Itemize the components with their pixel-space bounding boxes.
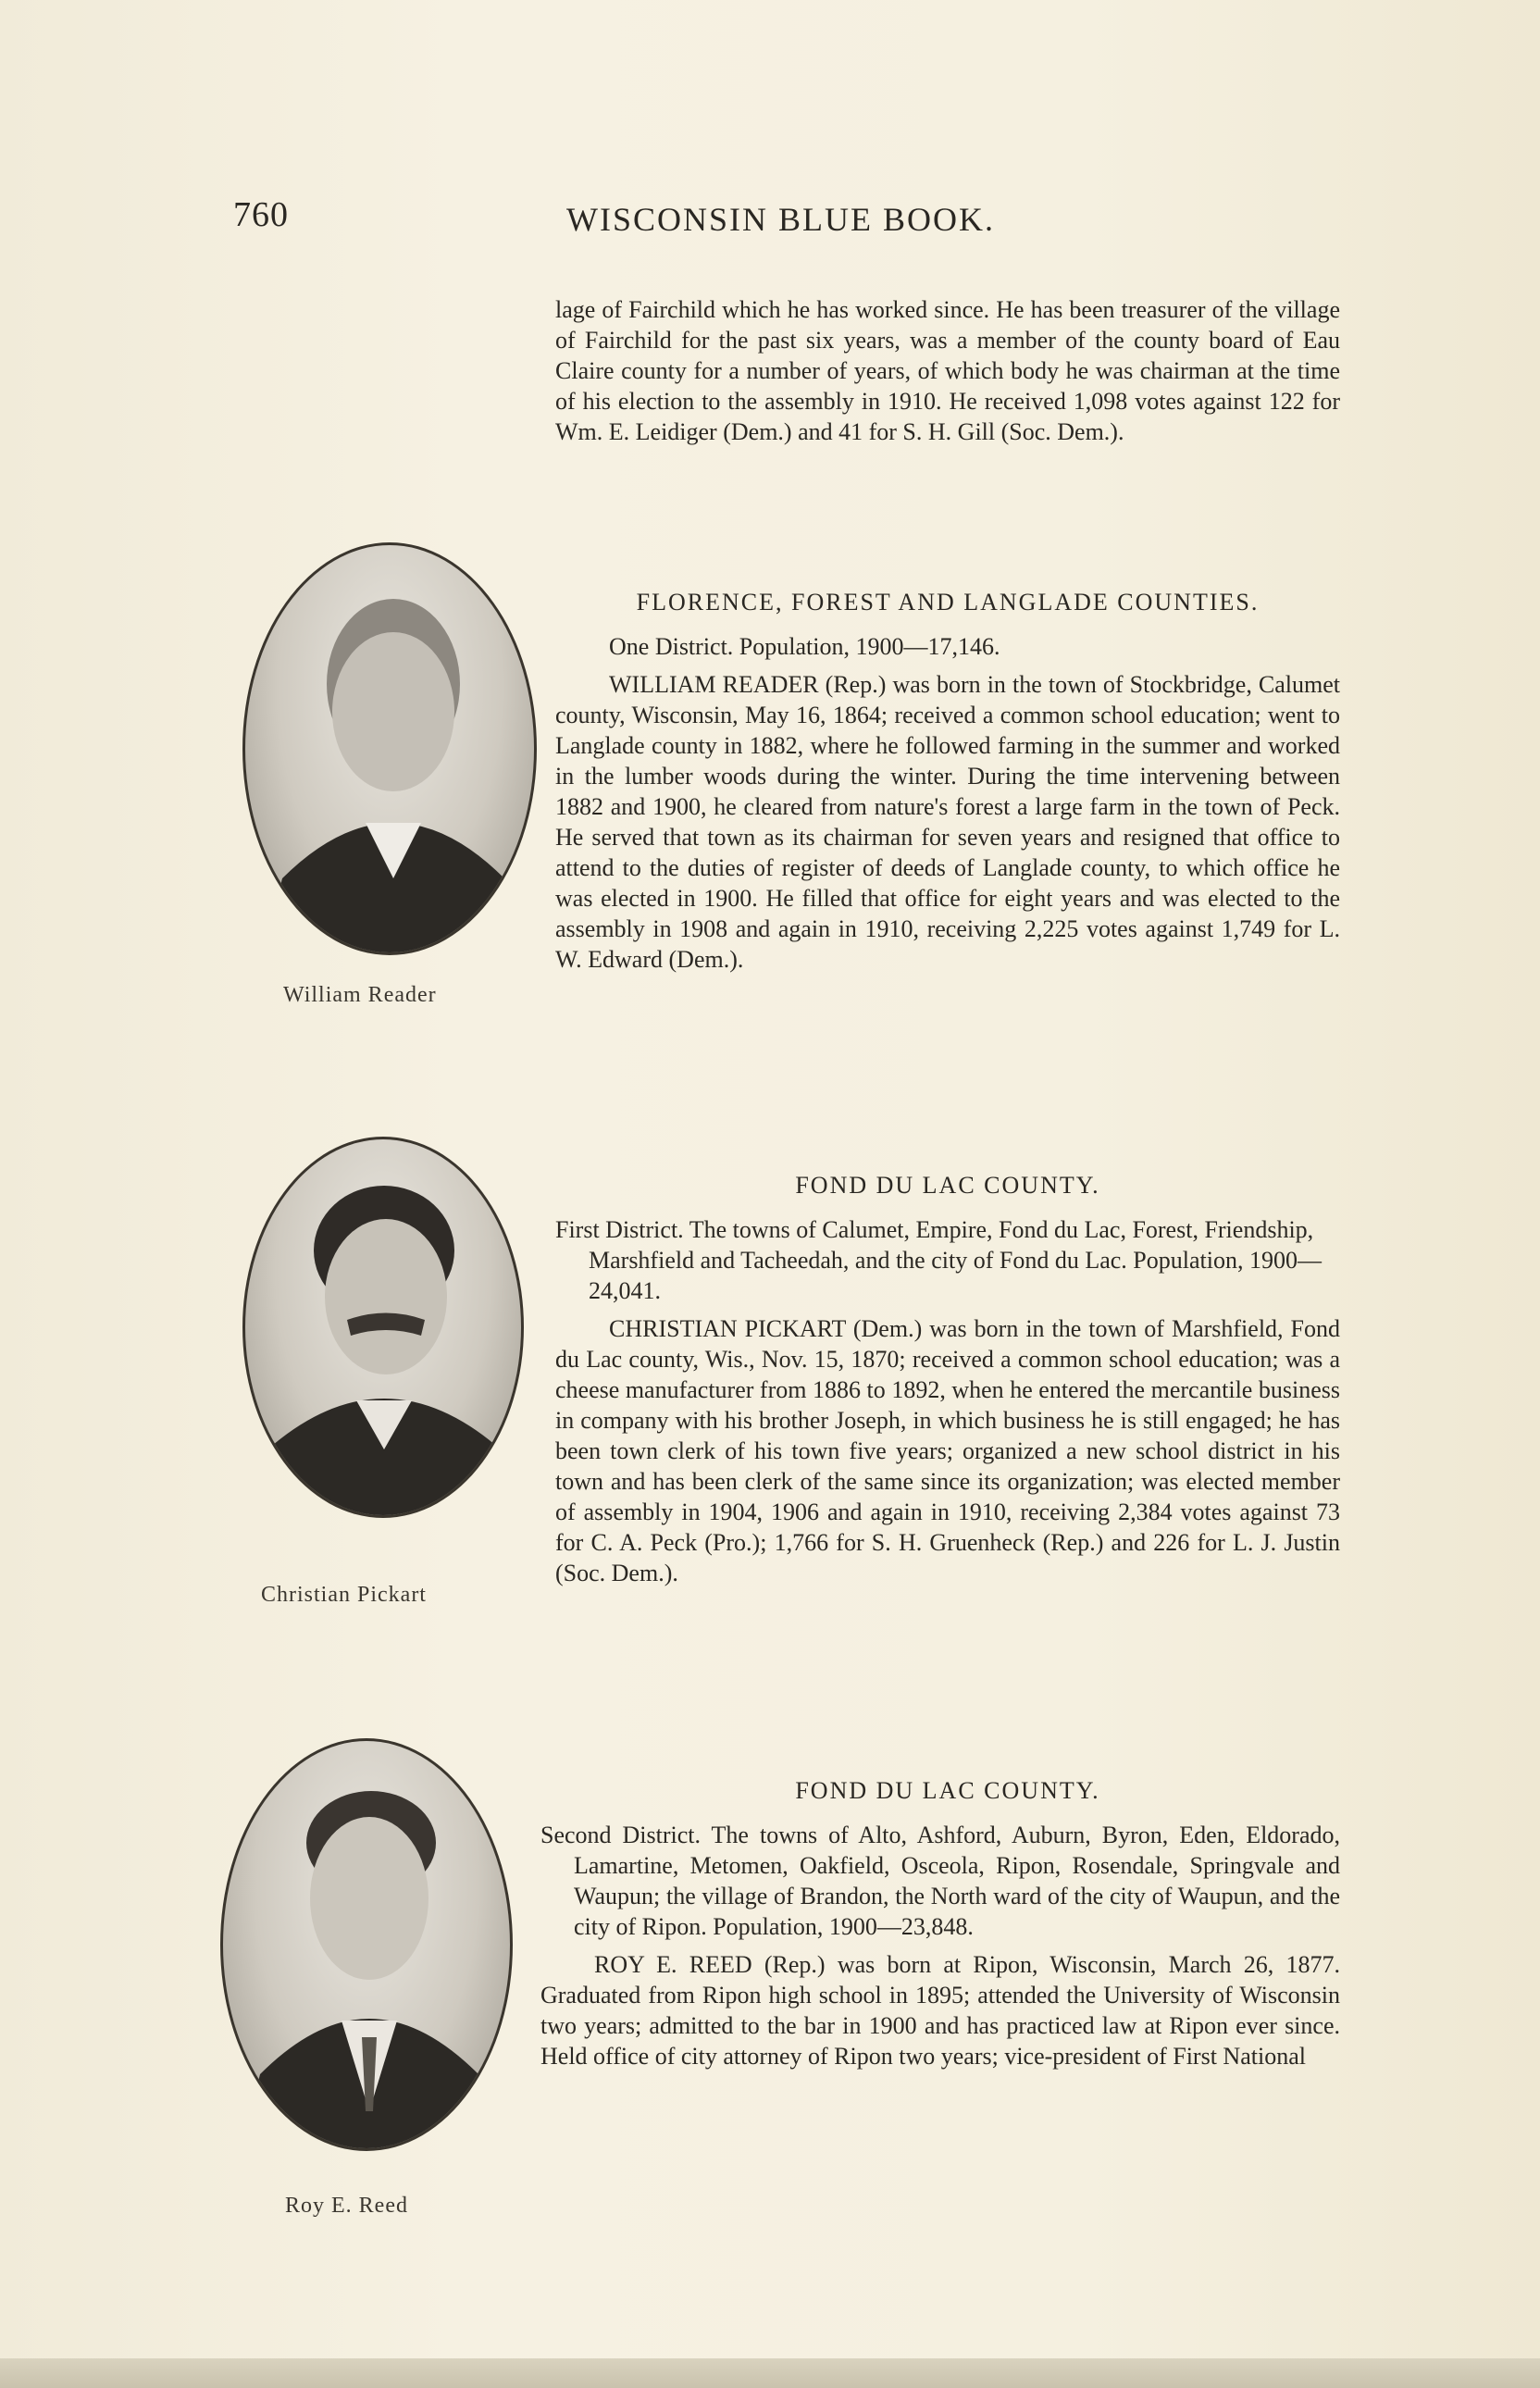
continuation-text: lage of Fairchild which he has worked since. He has been treasurer of the village of Fairchild for the past six years, was a member of the county board of Eau Claire county for a number of years, of which body he was chairman at the time of his election to the assembly in 1910. He received 1,098 votes against 122 for Wm. E. Leidiger (Dem.) and 41 for S. H. Gill (Soc. Dem.). bbox=[555, 296, 1340, 445]
section-body bbox=[540, 1820, 1340, 2071]
biography: WILLIAM READER (Rep.) was born in the town of Stockbridge, Calumet county, Wisconsin, May 16, 1864; received a common school education; went to Langlade county in 1882, where he followed farming in the summer and worked in the lumber woods during the winter. During the time intervening between 1882 and 1900, he cleared from nature's forest a large farm in the town of Peck. He served that town as its chairman for seven years and resigned that office to attend to the duties of register of deeds of Langlade county, to which office he was elected in 1900. He filled that office for eight years and was elected to the assembly in 1908 and again in 1910, receiving 2,225 votes against 1,749 for L. W. Edward (Dem.). bbox=[555, 671, 1340, 973]
section-body bbox=[555, 631, 1340, 975]
district-description: First District. The towns of Calumet, Empire, Fond du Lac, Forest, Friendship, Marshfield and Tacheedah, and the city of Fond du Lac. Population, 1900—24,041. bbox=[555, 1216, 1322, 1304]
section-heading: FOND DU LAC COUNTY. bbox=[795, 1777, 1100, 1804]
portrait-william-reader bbox=[242, 542, 537, 955]
portrait-photo bbox=[245, 1139, 521, 1515]
portrait-christian-pickart bbox=[242, 1137, 524, 1518]
district-description: Second District. The towns of Alto, Ashford, Auburn, Byron, Eden, Eldorado, Lamartine, Metomen, Oakfield, Osceola, Ripon, Rosendale, Springvale and Waupun; the village of Brandon, the North ward of the city of Waupun, and the city of Ripon. Population, 1900—23,848. bbox=[540, 1822, 1340, 1940]
caption-william-reader: William Reader bbox=[283, 983, 437, 1007]
continuation-paragraph bbox=[555, 294, 1340, 447]
page-number: 760 bbox=[233, 195, 289, 234]
page-title: WISCONSIN BLUE BOOK. bbox=[566, 201, 995, 238]
section-body bbox=[555, 1214, 1340, 1588]
caption-roy-e-reed: Roy E. Reed bbox=[285, 2194, 408, 2218]
biography: ROY E. REED (Rep.) was born at Ripon, Wisconsin, March 26, 1877. Graduated from Ripon high school in 1895; attended the University of Wisconsin two years; admitted to the bar in 1900 and has practiced law at Ripon ever since. Held office of city attorney of Ripon two years; vice-president of First National bbox=[540, 1951, 1340, 2070]
portrait-roy-e-reed bbox=[220, 1738, 513, 2151]
page-bottom-edge bbox=[0, 2358, 1540, 2388]
biography: CHRISTIAN PICKART (Dem.) was born in the town of Marshfield, Fond du Lac county, Wis., Nov. 15, 1870; received a common school education; was a cheese manufacturer from 1886 to 1892, when he entered the mercantile business in company with his brother Joseph, in which business he is still engaged; he has been town clerk of his town five years; organized a new school district in his town and has been clerk of the same since its organization; was elected member of assembly in 1904, 1906 and again in 1910, receiving 2,384 votes against 73 for C. A. Peck (Pro.); 1,766 for S. H. Gruenheck (Rep.) and 226 for L. J. Justin (Soc. Dem.). bbox=[555, 1315, 1340, 1586]
portrait-photo bbox=[245, 545, 534, 952]
section-heading: FLORENCE, FOREST AND LANGLADE COUNTIES. bbox=[636, 589, 1260, 616]
portrait-photo bbox=[223, 1741, 510, 2148]
district-description: One District. Population, 1900—17,146. bbox=[609, 633, 1000, 660]
caption-christian-pickart: Christian Pickart bbox=[261, 1583, 427, 1607]
section-heading: FOND DU LAC COUNTY. bbox=[795, 1172, 1100, 1199]
